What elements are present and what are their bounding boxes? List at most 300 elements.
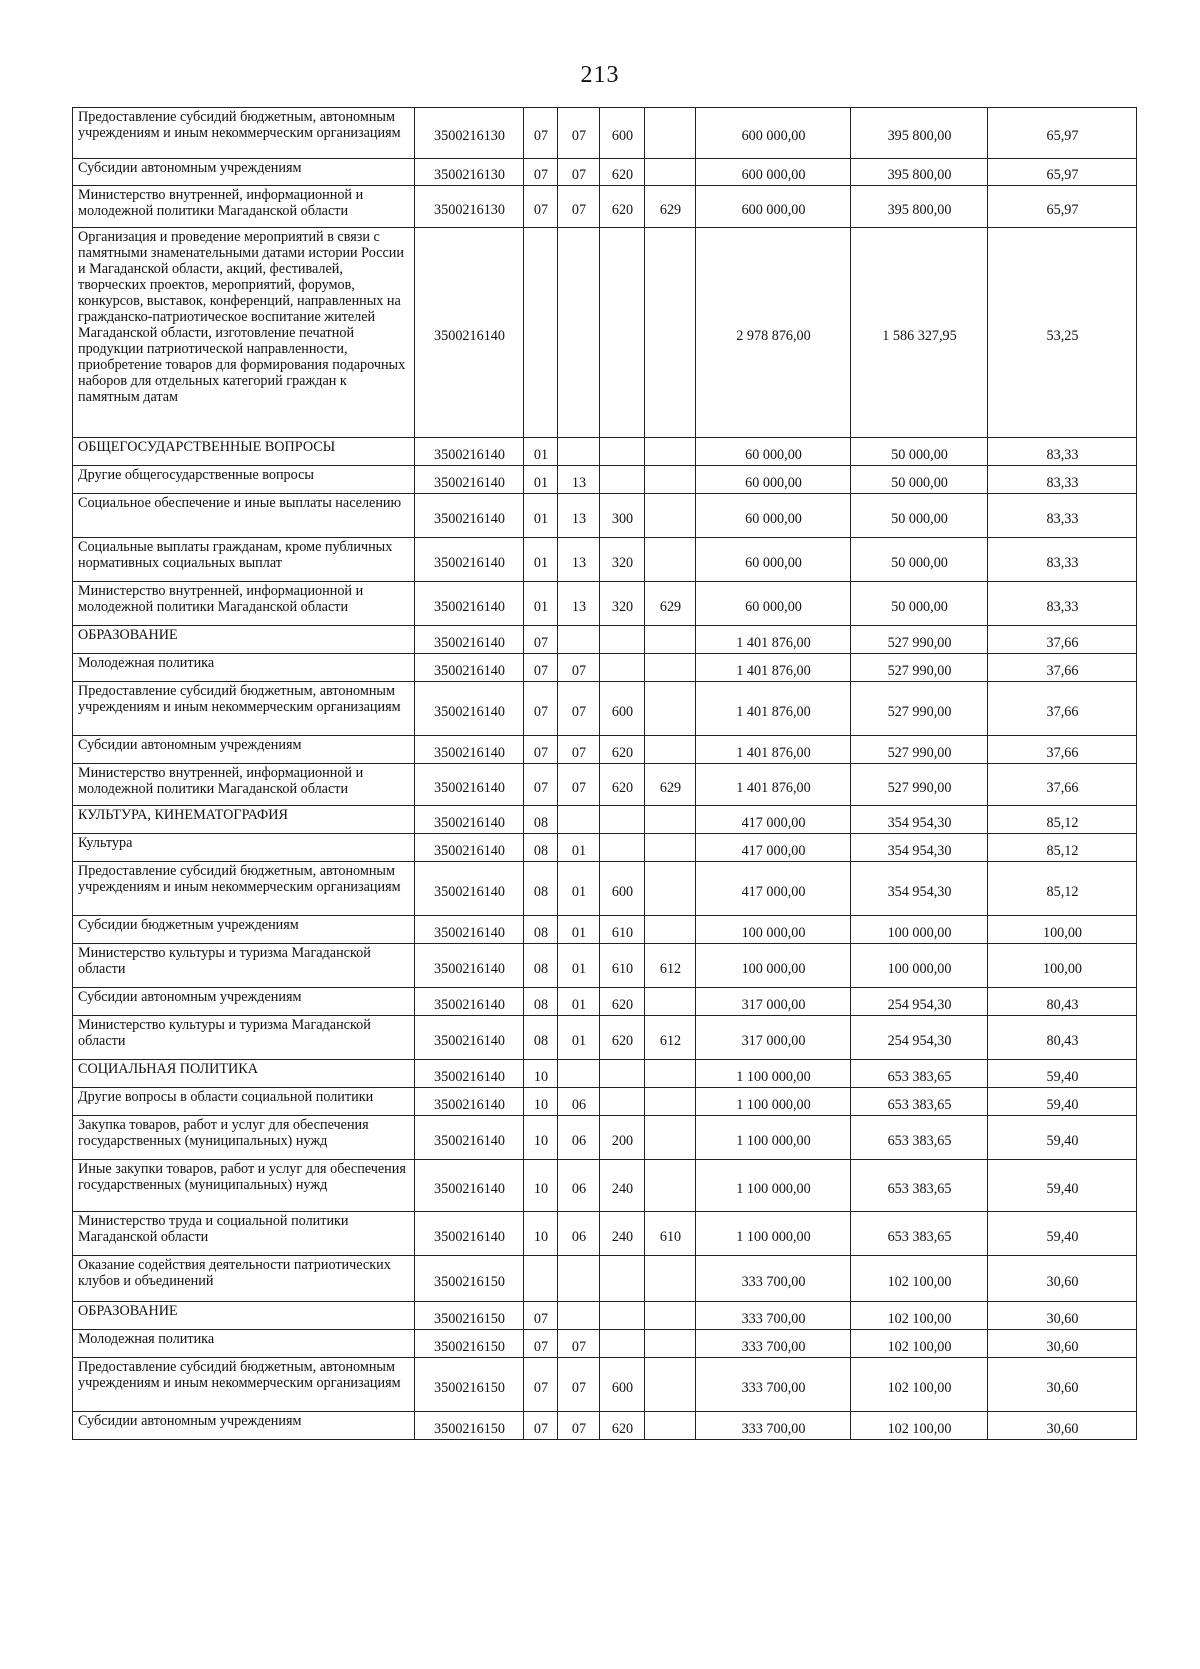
row-name: Субсидии автономным учреждениям [73, 736, 415, 764]
row-executed-amount: 254 954,30 [851, 1016, 988, 1060]
row-planned-amount: 600 000,00 [696, 186, 851, 228]
row-executed-amount: 354 954,30 [851, 806, 988, 834]
table-row [73, 654, 1137, 682]
row-execution-percent: 59,40 [988, 1160, 1137, 1212]
row-expense-type-code: 300 [600, 494, 645, 538]
row-execution-percent: 83,33 [988, 538, 1137, 582]
row-subsection-code: 01 [558, 916, 600, 944]
row-planned-amount: 100 000,00 [696, 916, 851, 944]
row-executed-amount: 102 100,00 [851, 1302, 988, 1330]
row-subsection-code: 07 [558, 159, 600, 186]
row-execution-percent: 85,12 [988, 806, 1137, 834]
row-executed-amount: 653 383,65 [851, 1116, 988, 1160]
row-administrator-code [645, 1060, 696, 1088]
row-section-code: 08 [524, 834, 558, 862]
row-name: Министерство внутренней, информационной и молодежной политики Магаданской области [73, 764, 415, 806]
row-section-code: 08 [524, 862, 558, 916]
row-administrator-code [645, 862, 696, 916]
row-executed-amount: 527 990,00 [851, 764, 988, 806]
row-execution-percent: 59,40 [988, 1212, 1137, 1256]
row-planned-amount: 600 000,00 [696, 108, 851, 159]
row-execution-percent: 65,97 [988, 159, 1137, 186]
row-section-code [524, 1256, 558, 1302]
row-section-code: 07 [524, 108, 558, 159]
row-name: Культура [73, 834, 415, 862]
row-executed-amount: 395 800,00 [851, 186, 988, 228]
row-planned-amount: 1 401 876,00 [696, 626, 851, 654]
row-subsection-code: 13 [558, 494, 600, 538]
row-administrator-code [645, 466, 696, 494]
row-subsection-code: 01 [558, 988, 600, 1016]
row-expense-type-code [600, 834, 645, 862]
table-row [73, 834, 1137, 862]
row-name: Предоставление субсидий бюджетным, автономным учреждениям и иным некоммерческим организациям [73, 682, 415, 736]
table-row [73, 1330, 1137, 1358]
row-administrator-code [645, 1160, 696, 1212]
row-section-code: 10 [524, 1160, 558, 1212]
row-name: Другие общегосударственные вопросы [73, 466, 415, 494]
table-row [73, 538, 1137, 582]
row-planned-amount: 2 978 876,00 [696, 228, 851, 438]
row-section-code: 10 [524, 1088, 558, 1116]
row-section-code: 07 [524, 654, 558, 682]
row-administrator-code: 629 [645, 186, 696, 228]
row-name: Предоставление субсидий бюджетным, автономным учреждениям и иным некоммерческим организациям [73, 862, 415, 916]
row-expense-type-code: 600 [600, 1358, 645, 1412]
row-subsection-code: 07 [558, 764, 600, 806]
row-planned-amount: 333 700,00 [696, 1302, 851, 1330]
row-planned-amount: 1 401 876,00 [696, 736, 851, 764]
row-name: Молодежная политика [73, 654, 415, 682]
row-name: Субсидии автономным учреждениям [73, 988, 415, 1016]
row-planned-amount: 1 401 876,00 [696, 682, 851, 736]
row-subsection-code: 01 [558, 944, 600, 988]
row-expense-type-code [600, 654, 645, 682]
budget-table [72, 107, 1137, 1440]
row-administrator-code [645, 108, 696, 159]
row-execution-percent: 83,33 [988, 466, 1137, 494]
row-administrator-code [645, 682, 696, 736]
row-planned-amount: 1 401 876,00 [696, 654, 851, 682]
row-administrator-code [645, 1358, 696, 1412]
row-section-code: 07 [524, 1358, 558, 1412]
row-target-code: 3500216130 [415, 186, 524, 228]
row-subsection-code: 13 [558, 582, 600, 626]
row-target-code: 3500216140 [415, 1088, 524, 1116]
row-section-code: 07 [524, 626, 558, 654]
row-expense-type-code: 620 [600, 159, 645, 186]
row-subsection-code: 07 [558, 736, 600, 764]
row-planned-amount: 1 100 000,00 [696, 1116, 851, 1160]
row-subsection-code: 07 [558, 186, 600, 228]
row-executed-amount: 653 383,65 [851, 1160, 988, 1212]
table-row [73, 1412, 1137, 1440]
table-row [73, 736, 1137, 764]
row-name: КУЛЬТУРА, КИНЕМАТОГРАФИЯ [73, 806, 415, 834]
table-row [73, 944, 1137, 988]
row-execution-percent: 30,60 [988, 1256, 1137, 1302]
row-target-code: 3500216140 [415, 466, 524, 494]
row-executed-amount: 50 000,00 [851, 538, 988, 582]
row-section-code: 07 [524, 1302, 558, 1330]
row-subsection-code: 01 [558, 862, 600, 916]
row-name: Социальное обеспечение и иные выплаты населению [73, 494, 415, 538]
table-row [73, 466, 1137, 494]
row-subsection-code: 07 [558, 108, 600, 159]
row-subsection-code: 06 [558, 1088, 600, 1116]
row-section-code [524, 228, 558, 438]
row-planned-amount: 1 100 000,00 [696, 1212, 851, 1256]
row-subsection-code: 06 [558, 1160, 600, 1212]
row-execution-percent: 83,33 [988, 494, 1137, 538]
row-executed-amount: 50 000,00 [851, 494, 988, 538]
row-name: Иные закупки товаров, работ и услуг для обеспечения государственных (муниципальных) нужд [73, 1160, 415, 1212]
row-expense-type-code [600, 806, 645, 834]
table-row [73, 1088, 1137, 1116]
row-executed-amount: 50 000,00 [851, 438, 988, 466]
row-target-code: 3500216140 [415, 626, 524, 654]
row-name: Министерство внутренней, информационной и молодежной политики Магаданской области [73, 582, 415, 626]
row-name: СОЦИАЛЬНАЯ ПОЛИТИКА [73, 1060, 415, 1088]
table-row [73, 806, 1137, 834]
table-row [73, 1256, 1137, 1302]
table-row [73, 682, 1137, 736]
row-executed-amount: 102 100,00 [851, 1330, 988, 1358]
row-subsection-code: 07 [558, 1412, 600, 1440]
row-executed-amount: 653 383,65 [851, 1212, 988, 1256]
row-executed-amount: 102 100,00 [851, 1412, 988, 1440]
row-subsection-code [558, 438, 600, 466]
row-planned-amount: 317 000,00 [696, 988, 851, 1016]
row-expense-type-code: 600 [600, 862, 645, 916]
row-subsection-code [558, 228, 600, 438]
row-expense-type-code: 620 [600, 764, 645, 806]
row-execution-percent: 65,97 [988, 186, 1137, 228]
row-target-code: 3500216140 [415, 682, 524, 736]
table-row [73, 582, 1137, 626]
row-executed-amount: 50 000,00 [851, 582, 988, 626]
row-name: ОБРАЗОВАНИЕ [73, 1302, 415, 1330]
row-planned-amount: 1 100 000,00 [696, 1060, 851, 1088]
row-executed-amount: 527 990,00 [851, 736, 988, 764]
row-name: Предоставление субсидий бюджетным, автономным учреждениям и иным некоммерческим организациям [73, 108, 415, 159]
row-target-code: 3500216140 [415, 916, 524, 944]
row-execution-percent: 30,60 [988, 1358, 1137, 1412]
row-executed-amount: 354 954,30 [851, 862, 988, 916]
row-executed-amount: 527 990,00 [851, 654, 988, 682]
row-subsection-code [558, 1256, 600, 1302]
row-executed-amount: 653 383,65 [851, 1088, 988, 1116]
row-administrator-code [645, 159, 696, 186]
row-section-code: 10 [524, 1212, 558, 1256]
table-row [73, 1212, 1137, 1256]
row-expense-type-code [600, 466, 645, 494]
row-executed-amount: 50 000,00 [851, 466, 988, 494]
row-expense-type-code [600, 626, 645, 654]
row-target-code: 3500216140 [415, 438, 524, 466]
row-administrator-code [645, 1256, 696, 1302]
row-section-code: 07 [524, 1330, 558, 1358]
row-section-code: 07 [524, 736, 558, 764]
table-row [73, 186, 1137, 228]
row-subsection-code [558, 626, 600, 654]
row-planned-amount: 600 000,00 [696, 159, 851, 186]
row-target-code: 3500216140 [415, 228, 524, 438]
row-planned-amount: 60 000,00 [696, 582, 851, 626]
row-planned-amount: 333 700,00 [696, 1358, 851, 1412]
row-execution-percent: 30,60 [988, 1302, 1137, 1330]
row-execution-percent: 100,00 [988, 916, 1137, 944]
row-administrator-code [645, 626, 696, 654]
row-target-code: 3500216140 [415, 538, 524, 582]
table-row [73, 228, 1137, 438]
table-row [73, 159, 1137, 186]
row-administrator-code [645, 538, 696, 582]
row-administrator-code [645, 1302, 696, 1330]
row-executed-amount: 102 100,00 [851, 1256, 988, 1302]
row-execution-percent: 80,43 [988, 1016, 1137, 1060]
row-planned-amount: 417 000,00 [696, 834, 851, 862]
row-expense-type-code: 200 [600, 1116, 645, 1160]
row-name: Субсидии автономным учреждениям [73, 159, 415, 186]
table-row [73, 494, 1137, 538]
row-administrator-code: 629 [645, 582, 696, 626]
row-section-code: 07 [524, 764, 558, 806]
row-administrator-code [645, 438, 696, 466]
row-administrator-code [645, 494, 696, 538]
row-expense-type-code: 600 [600, 108, 645, 159]
row-expense-type-code [600, 1088, 645, 1116]
row-section-code: 08 [524, 1016, 558, 1060]
row-subsection-code: 07 [558, 682, 600, 736]
row-name: Субсидии бюджетным учреждениям [73, 916, 415, 944]
row-execution-percent: 65,97 [988, 108, 1137, 159]
table-row [73, 1060, 1137, 1088]
row-name: Молодежная политика [73, 1330, 415, 1358]
row-name: Организация и проведение мероприятий в связи с памятными знаменательными датами истории России и Магаданской области, акций, фестивалей, творческих проектов, мероприятий, форумов, конкурсов, выставок, конференций, направленных на гражданско-патриотическое воспитание жителей Магаданской области, изготовление печатной продукции патриотической направленности, приобретение товаров для формирования подарочных наборов для отдельных категорий граждан к памятным датам [73, 228, 415, 438]
row-name: Закупка товаров, работ и услуг для обеспечения государственных (муниципальных) нужд [73, 1116, 415, 1160]
row-target-code: 3500216140 [415, 1212, 524, 1256]
row-expense-type-code: 320 [600, 582, 645, 626]
row-subsection-code [558, 806, 600, 834]
row-subsection-code [558, 1302, 600, 1330]
row-section-code: 01 [524, 466, 558, 494]
row-name: ОБРАЗОВАНИЕ [73, 626, 415, 654]
row-execution-percent: 59,40 [988, 1060, 1137, 1088]
row-executed-amount: 254 954,30 [851, 988, 988, 1016]
row-administrator-code: 629 [645, 764, 696, 806]
row-executed-amount: 527 990,00 [851, 626, 988, 654]
row-section-code: 10 [524, 1060, 558, 1088]
table-row [73, 988, 1137, 1016]
row-name: Социальные выплаты гражданам, кроме публичных нормативных социальных выплат [73, 538, 415, 582]
row-expense-type-code [600, 1060, 645, 1088]
row-name: Оказание содействия деятельности патриотических клубов и объединений [73, 1256, 415, 1302]
row-target-code: 3500216140 [415, 988, 524, 1016]
row-target-code: 3500216150 [415, 1330, 524, 1358]
row-planned-amount: 60 000,00 [696, 538, 851, 582]
row-executed-amount: 1 586 327,95 [851, 228, 988, 438]
row-section-code: 01 [524, 438, 558, 466]
row-name: ОБЩЕГОСУДАРСТВЕННЫЕ ВОПРОСЫ [73, 438, 415, 466]
row-section-code: 01 [524, 538, 558, 582]
row-section-code: 10 [524, 1116, 558, 1160]
row-subsection-code: 06 [558, 1116, 600, 1160]
row-expense-type-code: 600 [600, 682, 645, 736]
row-execution-percent: 37,66 [988, 654, 1137, 682]
row-section-code: 08 [524, 806, 558, 834]
row-administrator-code [645, 1116, 696, 1160]
row-planned-amount: 1 401 876,00 [696, 764, 851, 806]
table-row [73, 438, 1137, 466]
row-name: Министерство культуры и туризма Магаданской области [73, 944, 415, 988]
row-execution-percent: 30,60 [988, 1412, 1137, 1440]
row-target-code: 3500216140 [415, 834, 524, 862]
row-execution-percent: 85,12 [988, 862, 1137, 916]
row-administrator-code: 612 [645, 1016, 696, 1060]
row-execution-percent: 37,66 [988, 626, 1137, 654]
table-row [73, 764, 1137, 806]
row-target-code: 3500216140 [415, 1116, 524, 1160]
row-administrator-code [645, 736, 696, 764]
row-execution-percent: 59,40 [988, 1088, 1137, 1116]
row-target-code: 3500216150 [415, 1412, 524, 1440]
row-execution-percent: 30,60 [988, 1330, 1137, 1358]
row-execution-percent: 80,43 [988, 988, 1137, 1016]
row-subsection-code: 07 [558, 1330, 600, 1358]
row-subsection-code: 07 [558, 1358, 600, 1412]
row-section-code: 01 [524, 494, 558, 538]
row-target-code: 3500216140 [415, 1016, 524, 1060]
row-execution-percent: 83,33 [988, 582, 1137, 626]
row-executed-amount: 100 000,00 [851, 916, 988, 944]
row-executed-amount: 354 954,30 [851, 834, 988, 862]
row-execution-percent: 83,33 [988, 438, 1137, 466]
row-target-code: 3500216140 [415, 806, 524, 834]
row-expense-type-code [600, 1302, 645, 1330]
row-expense-type-code: 620 [600, 988, 645, 1016]
row-section-code: 08 [524, 988, 558, 1016]
row-target-code: 3500216140 [415, 582, 524, 626]
row-execution-percent: 53,25 [988, 228, 1137, 438]
row-execution-percent: 100,00 [988, 944, 1137, 988]
row-planned-amount: 417 000,00 [696, 862, 851, 916]
row-planned-amount: 1 100 000,00 [696, 1088, 851, 1116]
row-section-code: 01 [524, 582, 558, 626]
row-executed-amount: 527 990,00 [851, 682, 988, 736]
row-expense-type-code [600, 1330, 645, 1358]
table-row [73, 626, 1137, 654]
table-row [73, 108, 1137, 159]
row-administrator-code: 612 [645, 944, 696, 988]
row-target-code: 3500216140 [415, 764, 524, 806]
row-administrator-code: 610 [645, 1212, 696, 1256]
row-subsection-code: 06 [558, 1212, 600, 1256]
row-planned-amount: 333 700,00 [696, 1256, 851, 1302]
page-number: 213 [580, 62, 620, 88]
row-expense-type-code [600, 438, 645, 466]
row-administrator-code [645, 228, 696, 438]
row-administrator-code [645, 1088, 696, 1116]
row-target-code: 3500216140 [415, 494, 524, 538]
row-subsection-code: 01 [558, 1016, 600, 1060]
row-target-code: 3500216140 [415, 944, 524, 988]
row-planned-amount: 333 700,00 [696, 1412, 851, 1440]
row-target-code: 3500216130 [415, 159, 524, 186]
row-expense-type-code: 240 [600, 1160, 645, 1212]
row-planned-amount: 60 000,00 [696, 466, 851, 494]
row-executed-amount: 653 383,65 [851, 1060, 988, 1088]
row-expense-type-code: 620 [600, 1412, 645, 1440]
row-expense-type-code [600, 1256, 645, 1302]
row-planned-amount: 1 100 000,00 [696, 1160, 851, 1212]
row-section-code: 07 [524, 682, 558, 736]
row-administrator-code [645, 654, 696, 682]
row-subsection-code: 07 [558, 654, 600, 682]
row-expense-type-code: 620 [600, 736, 645, 764]
row-execution-percent: 59,40 [988, 1116, 1137, 1160]
table-row [73, 1302, 1137, 1330]
row-expense-type-code: 610 [600, 944, 645, 988]
row-target-code: 3500216140 [415, 862, 524, 916]
row-section-code: 07 [524, 1412, 558, 1440]
row-administrator-code [645, 834, 696, 862]
table-row [73, 1160, 1137, 1212]
row-expense-type-code: 320 [600, 538, 645, 582]
row-subsection-code: 13 [558, 466, 600, 494]
row-name: Министерство внутренней, информационной и молодежной политики Магаданской области [73, 186, 415, 228]
row-section-code: 08 [524, 944, 558, 988]
row-executed-amount: 102 100,00 [851, 1358, 988, 1412]
row-administrator-code [645, 1412, 696, 1440]
table-row [73, 1116, 1137, 1160]
row-expense-type-code: 620 [600, 186, 645, 228]
row-target-code: 3500216140 [415, 1160, 524, 1212]
row-section-code: 07 [524, 186, 558, 228]
row-executed-amount: 100 000,00 [851, 944, 988, 988]
row-target-code: 3500216150 [415, 1302, 524, 1330]
row-target-code: 3500216140 [415, 1060, 524, 1088]
row-executed-amount: 395 800,00 [851, 108, 988, 159]
row-planned-amount: 100 000,00 [696, 944, 851, 988]
row-target-code: 3500216150 [415, 1256, 524, 1302]
row-planned-amount: 417 000,00 [696, 806, 851, 834]
row-planned-amount: 60 000,00 [696, 438, 851, 466]
row-expense-type-code: 240 [600, 1212, 645, 1256]
row-execution-percent: 37,66 [988, 682, 1137, 736]
table-row [73, 1016, 1137, 1060]
row-planned-amount: 60 000,00 [696, 494, 851, 538]
row-name: Другие вопросы в области социальной политики [73, 1088, 415, 1116]
row-target-code: 3500216150 [415, 1358, 524, 1412]
table-row [73, 862, 1137, 916]
row-administrator-code [645, 916, 696, 944]
table-row [73, 916, 1137, 944]
row-subsection-code: 01 [558, 834, 600, 862]
row-target-code: 3500216140 [415, 736, 524, 764]
row-subsection-code [558, 1060, 600, 1088]
row-target-code: 3500216130 [415, 108, 524, 159]
row-administrator-code [645, 1330, 696, 1358]
row-name: Министерство культуры и туризма Магаданской области [73, 1016, 415, 1060]
row-section-code: 07 [524, 159, 558, 186]
row-expense-type-code [600, 228, 645, 438]
row-name: Субсидии автономным учреждениям [73, 1412, 415, 1440]
row-name: Министерство труда и социальной политики Магаданской области [73, 1212, 415, 1256]
row-administrator-code [645, 988, 696, 1016]
row-target-code: 3500216140 [415, 654, 524, 682]
table-row [73, 1358, 1137, 1412]
